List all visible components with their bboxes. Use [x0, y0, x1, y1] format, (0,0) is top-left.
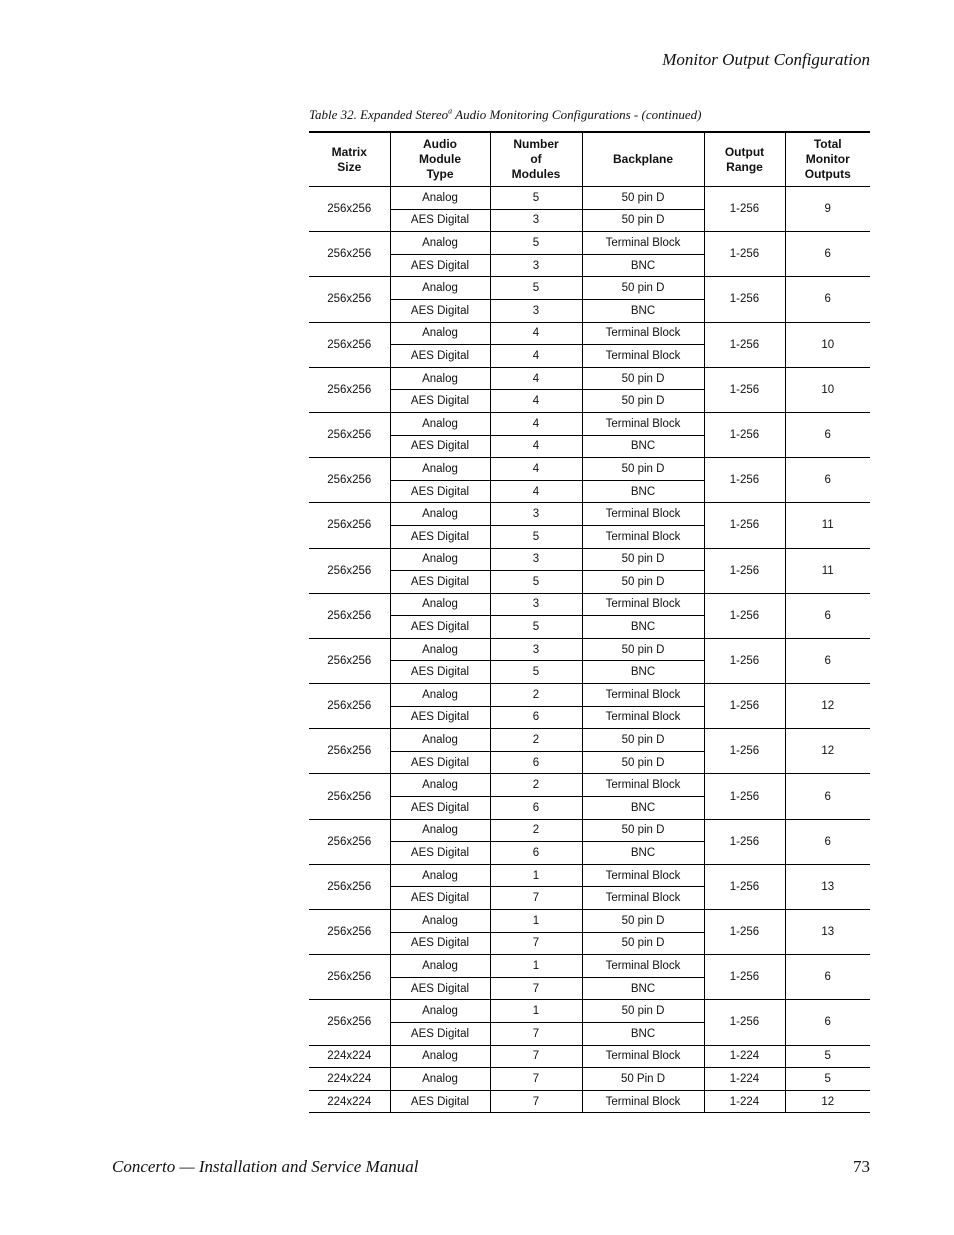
module-type-cell: AES Digital	[390, 616, 490, 639]
output-range-cell: 1-256	[704, 684, 785, 729]
module-type-cell: AES Digital	[390, 1022, 490, 1045]
module-count-cell: 7	[490, 932, 582, 955]
output-range-cell: 1-256	[704, 1000, 785, 1045]
backplane-cell: BNC	[582, 616, 704, 639]
output-range-cell: 1-256	[704, 548, 785, 593]
module-count-cell: 3	[490, 593, 582, 616]
footer-page-number: 73	[853, 1157, 870, 1176]
module-count-cell: 4	[490, 435, 582, 458]
total-outputs-cell: 6	[785, 593, 870, 638]
module-type-cell: AES Digital	[390, 887, 490, 910]
table-row	[309, 412, 870, 435]
total-outputs-cell: 6	[785, 1000, 870, 1045]
total-outputs-cell: 12	[785, 1090, 870, 1113]
total-outputs-cell: 6	[785, 232, 870, 277]
backplane-cell: Terminal Block	[582, 525, 704, 548]
module-count-cell: 1	[490, 910, 582, 933]
backplane-cell: 50 Pin D	[582, 1068, 704, 1091]
module-type-cell: Analog	[390, 322, 490, 345]
backplane-cell: Terminal Block	[582, 684, 704, 707]
module-type-cell: Analog	[390, 638, 490, 661]
backplane-cell: 50 pin D	[582, 277, 704, 300]
backplane-cell: BNC	[582, 480, 704, 503]
backplane-cell: Terminal Block	[582, 1090, 704, 1113]
module-type-cell: AES Digital	[390, 977, 490, 1000]
module-count-cell: 6	[490, 797, 582, 820]
matrix-size-cell: 256x256	[309, 729, 390, 774]
module-count-cell: 5	[490, 661, 582, 684]
backplane-cell: Terminal Block	[582, 1045, 704, 1068]
matrix-size-cell: 256x256	[309, 503, 390, 548]
module-count-cell: 7	[490, 977, 582, 1000]
module-count-cell: 5	[490, 525, 582, 548]
backplane-cell: Terminal Block	[582, 345, 704, 368]
backplane-cell: Terminal Block	[582, 864, 704, 887]
module-count-cell: 5	[490, 187, 582, 210]
total-outputs-cell: 12	[785, 684, 870, 729]
column-header-line: of	[530, 152, 542, 166]
module-type-cell: AES Digital	[390, 435, 490, 458]
backplane-cell: BNC	[582, 842, 704, 865]
table-row	[309, 367, 870, 390]
table-row	[309, 955, 870, 978]
module-count-cell: 2	[490, 819, 582, 842]
total-outputs-cell: 9	[785, 187, 870, 232]
table-row	[309, 819, 870, 842]
output-range-cell: 1-256	[704, 367, 785, 412]
caption-footnote-marker: a	[448, 106, 453, 116]
backplane-cell: 50 pin D	[582, 729, 704, 752]
total-outputs-cell: 6	[785, 955, 870, 1000]
module-count-cell: 4	[490, 345, 582, 368]
table-row	[309, 1045, 870, 1068]
table-row	[309, 1090, 870, 1113]
footer-manual-title: Concerto — Installation and Service Manual	[112, 1157, 419, 1176]
column-header-line: Range	[726, 159, 763, 174]
total-outputs-cell: 11	[785, 503, 870, 548]
module-type-cell: AES Digital	[390, 254, 490, 277]
module-type-cell: AES Digital	[390, 797, 490, 820]
module-type-cell: AES Digital	[390, 751, 490, 774]
matrix-size-cell: 256x256	[309, 910, 390, 955]
backplane-cell: BNC	[582, 1022, 704, 1045]
total-outputs-cell: 13	[785, 864, 870, 909]
table-row	[309, 187, 870, 210]
backplane-cell: 50 pin D	[582, 209, 704, 232]
table-row	[309, 322, 870, 345]
module-count-cell: 1	[490, 1000, 582, 1023]
table-row	[309, 864, 870, 887]
total-outputs-cell: 13	[785, 910, 870, 955]
module-type-cell: AES Digital	[390, 661, 490, 684]
output-range-cell: 1-224	[704, 1068, 785, 1091]
module-count-cell: 4	[490, 458, 582, 481]
backplane-cell: Terminal Block	[582, 232, 704, 255]
matrix-size-cell: 224x224	[309, 1090, 390, 1113]
matrix-size-cell: 256x256	[309, 638, 390, 683]
module-type-cell: AES Digital	[390, 209, 490, 232]
column-header-line: Type	[426, 167, 454, 181]
output-range-cell: 1-256	[704, 955, 785, 1000]
output-range-cell: 1-256	[704, 503, 785, 548]
column-header-line: Output	[724, 144, 765, 159]
table-row	[309, 277, 870, 300]
module-type-cell: AES Digital	[390, 525, 490, 548]
column-header	[785, 132, 870, 187]
output-range-cell: 1-256	[704, 729, 785, 774]
table-row	[309, 729, 870, 752]
module-count-cell: 2	[490, 774, 582, 797]
module-type-cell: Analog	[390, 729, 490, 752]
matrix-size-cell: 256x256	[309, 1000, 390, 1045]
table-row	[309, 548, 870, 571]
module-type-cell: Analog	[390, 864, 490, 887]
backplane-cell: Terminal Block	[582, 503, 704, 526]
column-header	[309, 132, 390, 187]
matrix-size-cell: 256x256	[309, 322, 390, 367]
column-header-line: Monitor	[805, 152, 850, 166]
total-outputs-cell: 10	[785, 367, 870, 412]
matrix-size-cell: 256x256	[309, 819, 390, 864]
module-type-cell: AES Digital	[390, 932, 490, 955]
module-count-cell: 3	[490, 548, 582, 571]
matrix-size-cell: 256x256	[309, 955, 390, 1000]
module-type-cell: Analog	[390, 548, 490, 571]
column-header-line: Total	[813, 137, 842, 151]
table-row	[309, 1068, 870, 1091]
matrix-size-cell: 256x256	[309, 864, 390, 909]
module-count-cell: 5	[490, 616, 582, 639]
total-outputs-cell: 10	[785, 322, 870, 367]
module-type-cell: Analog	[390, 367, 490, 390]
module-type-cell: Analog	[390, 955, 490, 978]
module-count-cell: 1	[490, 864, 582, 887]
caption-suffix: Audio Monitoring Configurations - (continued)	[452, 107, 702, 122]
table-row	[309, 774, 870, 797]
module-count-cell: 7	[490, 887, 582, 910]
module-type-cell: AES Digital	[390, 571, 490, 594]
matrix-size-cell: 256x256	[309, 277, 390, 322]
backplane-cell: BNC	[582, 435, 704, 458]
table-row	[309, 638, 870, 661]
module-type-cell: AES Digital	[390, 842, 490, 865]
total-outputs-cell: 6	[785, 774, 870, 819]
column-header-line: Module	[419, 152, 461, 166]
output-range-cell: 1-256	[704, 277, 785, 322]
total-outputs-cell: 6	[785, 638, 870, 683]
module-type-cell: Analog	[390, 1045, 490, 1068]
column-header-line: Backplane	[612, 152, 674, 166]
total-outputs-cell: 6	[785, 819, 870, 864]
column-header	[582, 132, 704, 187]
column-header-line: Outputs	[804, 167, 851, 181]
output-range-cell: 1-256	[704, 910, 785, 955]
module-count-cell: 6	[490, 706, 582, 729]
backplane-cell: BNC	[582, 797, 704, 820]
output-range-cell: 1-256	[704, 187, 785, 232]
output-range-cell: 1-256	[704, 458, 785, 503]
backplane-cell: Terminal Block	[582, 774, 704, 797]
module-type-cell: Analog	[390, 277, 490, 300]
matrix-size-cell: 256x256	[309, 684, 390, 729]
backplane-cell: BNC	[582, 661, 704, 684]
column-header-line: Matrix	[331, 144, 367, 159]
output-range-cell: 1-256	[704, 819, 785, 864]
column-header	[390, 132, 490, 187]
matrix-size-cell: 256x256	[309, 412, 390, 457]
module-count-cell: 2	[490, 729, 582, 752]
total-outputs-cell: 5	[785, 1068, 870, 1091]
matrix-size-cell: 256x256	[309, 367, 390, 412]
module-type-cell: Analog	[390, 910, 490, 933]
module-type-cell: AES Digital	[390, 390, 490, 413]
matrix-size-cell: 256x256	[309, 232, 390, 277]
matrix-size-cell: 256x256	[309, 187, 390, 232]
module-count-cell: 4	[490, 412, 582, 435]
backplane-cell: 50 pin D	[582, 819, 704, 842]
module-type-cell: AES Digital	[390, 299, 490, 322]
backplane-cell: 50 pin D	[582, 390, 704, 413]
module-count-cell: 7	[490, 1022, 582, 1045]
column-header	[490, 132, 582, 187]
total-outputs-cell: 6	[785, 277, 870, 322]
table-row	[309, 1000, 870, 1023]
module-type-cell: Analog	[390, 684, 490, 707]
column-header-line: Number	[513, 137, 559, 151]
module-count-cell: 2	[490, 684, 582, 707]
total-outputs-cell: 12	[785, 729, 870, 774]
table-body	[309, 187, 870, 1113]
backplane-cell: Terminal Block	[582, 887, 704, 910]
table-caption	[309, 107, 701, 123]
total-outputs-cell: 11	[785, 548, 870, 593]
total-outputs-cell: 6	[785, 458, 870, 503]
module-count-cell: 6	[490, 751, 582, 774]
output-range-cell: 1-256	[704, 593, 785, 638]
module-count-cell: 5	[490, 277, 582, 300]
module-type-cell: AES Digital	[390, 706, 490, 729]
module-count-cell: 5	[490, 571, 582, 594]
column-header-line: Size	[337, 159, 362, 174]
table-header-row	[309, 132, 870, 187]
backplane-cell: 50 pin D	[582, 1000, 704, 1023]
backplane-cell: 50 pin D	[582, 571, 704, 594]
output-range-cell: 1-256	[704, 412, 785, 457]
module-count-cell: 1	[490, 955, 582, 978]
table-row	[309, 593, 870, 616]
matrix-size-cell: 224x224	[309, 1045, 390, 1068]
backplane-cell: Terminal Block	[582, 706, 704, 729]
matrix-size-cell: 256x256	[309, 458, 390, 503]
module-count-cell: 6	[490, 842, 582, 865]
module-type-cell: Analog	[390, 593, 490, 616]
module-type-cell: Analog	[390, 819, 490, 842]
table-row	[309, 503, 870, 526]
module-count-cell: 4	[490, 480, 582, 503]
module-count-cell: 4	[490, 367, 582, 390]
column-header-line: Audio	[423, 137, 457, 151]
backplane-cell: 50 pin D	[582, 367, 704, 390]
table-row	[309, 910, 870, 933]
module-count-cell: 5	[490, 232, 582, 255]
backplane-cell: 50 pin D	[582, 638, 704, 661]
backplane-cell: 50 pin D	[582, 548, 704, 571]
backplane-cell: BNC	[582, 977, 704, 1000]
module-type-cell: Analog	[390, 187, 490, 210]
module-count-cell: 3	[490, 254, 582, 277]
table-row	[309, 458, 870, 481]
column-header-line: Modules	[511, 167, 561, 181]
output-range-cell: 1-256	[704, 638, 785, 683]
backplane-cell: 50 pin D	[582, 751, 704, 774]
backplane-cell: BNC	[582, 299, 704, 322]
caption-prefix: Table 32. Expanded Stereo	[309, 107, 449, 122]
total-outputs-cell: 6	[785, 412, 870, 457]
output-range-cell: 1-256	[704, 232, 785, 277]
backplane-cell: 50 pin D	[582, 932, 704, 955]
module-type-cell: AES Digital	[390, 345, 490, 368]
output-range-cell: 1-224	[704, 1090, 785, 1113]
module-count-cell: 7	[490, 1045, 582, 1068]
backplane-cell: Terminal Block	[582, 955, 704, 978]
output-range-cell: 1-256	[704, 774, 785, 819]
module-type-cell: Analog	[390, 1000, 490, 1023]
output-range-cell: 1-256	[704, 864, 785, 909]
module-count-cell: 7	[490, 1068, 582, 1091]
module-type-cell: Analog	[390, 1068, 490, 1091]
module-count-cell: 4	[490, 390, 582, 413]
module-count-cell: 3	[490, 503, 582, 526]
module-count-cell: 3	[490, 209, 582, 232]
backplane-cell: 50 pin D	[582, 187, 704, 210]
module-type-cell: AES Digital	[390, 1090, 490, 1113]
module-type-cell: Analog	[390, 412, 490, 435]
column-header	[704, 132, 785, 187]
running-header-title: Monitor Output Configuration	[662, 50, 870, 69]
module-count-cell: 4	[490, 322, 582, 345]
module-type-cell: AES Digital	[390, 480, 490, 503]
module-type-cell: Analog	[390, 503, 490, 526]
module-count-cell: 7	[490, 1090, 582, 1113]
matrix-size-cell: 224x224	[309, 1068, 390, 1091]
matrix-size-cell: 256x256	[309, 593, 390, 638]
matrix-size-cell: 256x256	[309, 774, 390, 819]
module-type-cell: Analog	[390, 458, 490, 481]
backplane-cell: 50 pin D	[582, 910, 704, 933]
monitoring-configurations-table	[309, 131, 870, 1113]
table-row	[309, 684, 870, 707]
backplane-cell: Terminal Block	[582, 593, 704, 616]
matrix-size-cell: 256x256	[309, 548, 390, 593]
module-type-cell: Analog	[390, 774, 490, 797]
backplane-cell: Terminal Block	[582, 412, 704, 435]
backplane-cell: 50 pin D	[582, 458, 704, 481]
total-outputs-cell: 5	[785, 1045, 870, 1068]
module-type-cell: Analog	[390, 232, 490, 255]
backplane-cell: Terminal Block	[582, 322, 704, 345]
output-range-cell: 1-224	[704, 1045, 785, 1068]
output-range-cell: 1-256	[704, 322, 785, 367]
module-count-cell: 3	[490, 638, 582, 661]
table-row	[309, 232, 870, 255]
backplane-cell: BNC	[582, 254, 704, 277]
module-count-cell: 3	[490, 299, 582, 322]
